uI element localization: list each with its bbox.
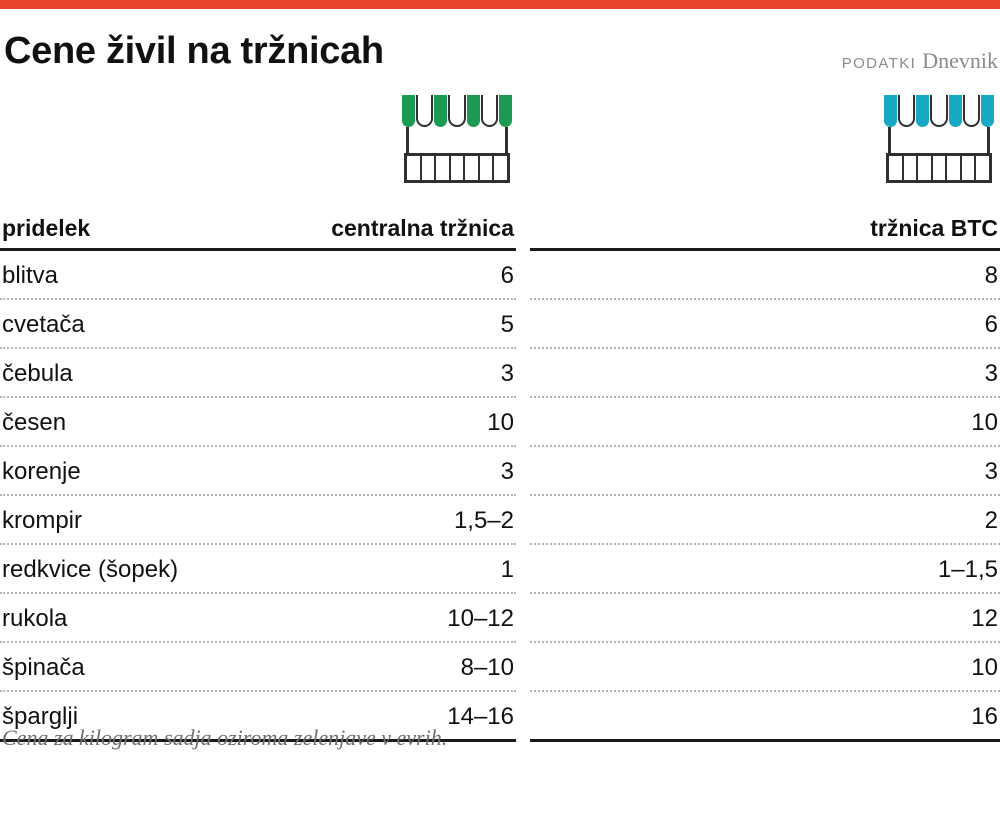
stall-awning [884,95,994,127]
row-value: 3 [500,360,514,387]
table-row [0,594,516,643]
row-value: 3 [984,458,998,485]
stall-awning [402,95,512,127]
column-bottom-rule [530,739,1000,742]
source-label: PODATKI [841,55,917,72]
source-credit [842,48,998,74]
row-value: 1,5–2 [453,507,514,534]
row-label: česen [2,409,67,436]
row-value: 12 [971,605,998,632]
table-row [530,447,1000,496]
table-row [0,643,516,692]
row-value: 8–10 [460,654,514,681]
market-stall-icon [402,95,512,185]
row-label: šparglji [2,703,79,730]
table-row [0,496,516,545]
table-row [0,251,516,300]
table-row [0,349,516,398]
table-row [530,545,1000,594]
table-rows-central [0,251,516,739]
row-value: 10 [971,654,998,681]
row-value: 2 [984,507,998,534]
column-header-central [0,210,516,251]
row-label: korenje [2,458,81,485]
top-accent-rule [0,0,1000,9]
row-value: 14–16 [447,703,514,730]
column-title-central: centralna tržnica [331,215,514,241]
table-column-central [0,210,516,742]
header [0,20,1000,82]
row-label: cvetača [2,311,85,338]
row-label-header: pridelek [2,215,91,241]
row-value: 3 [984,360,998,387]
row-value: 8 [984,262,998,289]
table-row [0,300,516,349]
table-row [0,545,516,594]
row-label: blitva [2,262,59,289]
table-row [0,447,516,496]
column-header-btc [530,210,1000,251]
table-row [530,643,1000,692]
row-value: 1 [500,556,514,583]
row-label: čebula [2,360,73,387]
table-row [530,398,1000,447]
row-value: 6 [500,262,514,289]
page-title: Cene živil na tržnicah [4,30,384,72]
row-value: 5 [500,311,514,338]
stall-counter [886,153,992,183]
row-label: špinača [2,654,85,681]
row-value: 1–1,5 [937,556,998,583]
row-label: rukola [2,605,68,632]
row-value: 3 [500,458,514,485]
table-row [0,398,516,447]
stall-counter [404,153,510,183]
table-row [530,300,1000,349]
row-value: 10–12 [447,605,514,632]
market-stall-icon [884,95,994,185]
row-label: redkvice (šopek) [2,556,179,583]
source-name: Dnevnik [922,48,998,73]
table-row [530,692,1000,739]
column-title-btc: tržnica BTC [870,215,998,241]
footnote: Cena za kilogram sadja oziroma zelenjave v evrih. [2,725,448,750]
row-label: krompir [2,507,83,534]
table-row [530,496,1000,545]
table-rows-btc [530,251,1000,739]
table-row [530,349,1000,398]
table-column-btc [530,210,1000,742]
table-row [530,594,1000,643]
row-value: 10 [487,409,514,436]
table-row [530,251,1000,300]
row-value: 16 [971,703,998,730]
row-value: 10 [971,409,998,436]
row-value: 6 [984,311,998,338]
